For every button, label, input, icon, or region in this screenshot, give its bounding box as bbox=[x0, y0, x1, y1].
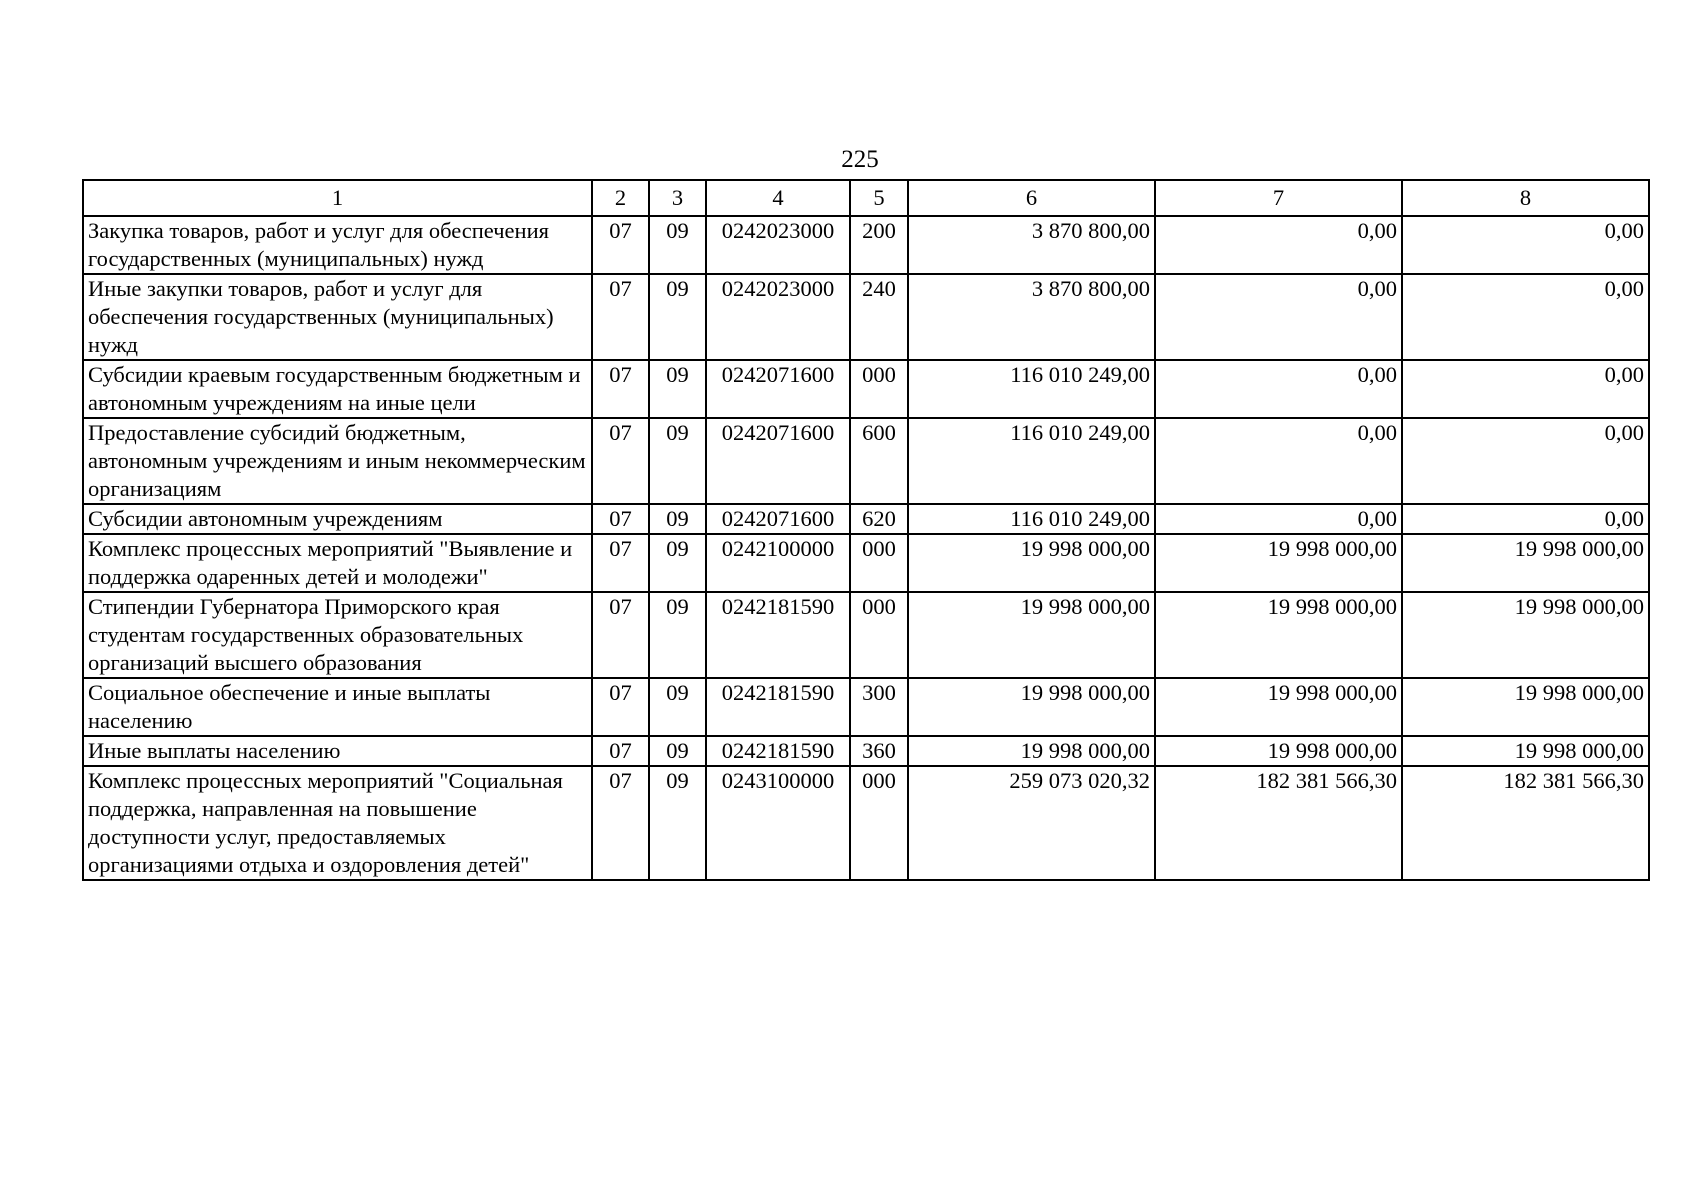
page-number: 225 bbox=[841, 146, 879, 173]
amount-col7-cell: 182 381 566,30 bbox=[1155, 766, 1402, 880]
expense-type-cell: 000 bbox=[850, 766, 908, 880]
row-name-cell: Стипендии Губернатора Приморского края студентам государственных образовательных организаций высшего образования bbox=[83, 592, 592, 678]
amount-col6-cell: 3 870 800,00 bbox=[908, 216, 1155, 274]
target-article-cell: 0242023000 bbox=[706, 274, 850, 360]
table-row bbox=[83, 678, 1649, 736]
column-header: 7 bbox=[1155, 180, 1402, 216]
table-body bbox=[83, 216, 1649, 880]
table-row bbox=[83, 274, 1649, 360]
subsection-code-cell: 09 bbox=[649, 274, 706, 360]
amount-col6-cell: 19 998 000,00 bbox=[908, 678, 1155, 736]
amount-col7-cell: 19 998 000,00 bbox=[1155, 678, 1402, 736]
expense-type-cell: 600 bbox=[850, 418, 908, 504]
row-name-cell: Иные закупки товаров, работ и услуг для обеспечения государственных (муниципальных) нужд bbox=[83, 274, 592, 360]
expense-type-cell: 620 bbox=[850, 504, 908, 534]
table-row bbox=[83, 766, 1649, 880]
expense-type-cell: 240 bbox=[850, 274, 908, 360]
row-name-cell: Субсидии автономным учреждениям bbox=[83, 504, 592, 534]
amount-col8-cell: 0,00 bbox=[1402, 274, 1649, 360]
subsection-code-cell: 09 bbox=[649, 360, 706, 418]
column-header: 5 bbox=[850, 180, 908, 216]
section-code-cell: 07 bbox=[592, 274, 649, 360]
section-code-cell: 07 bbox=[592, 216, 649, 274]
amount-col6-cell: 116 010 249,00 bbox=[908, 360, 1155, 418]
row-name-cell: Закупка товаров, работ и услуг для обеспечения государственных (муниципальных) нужд bbox=[83, 216, 592, 274]
column-header: 6 bbox=[908, 180, 1155, 216]
amount-col8-cell: 0,00 bbox=[1402, 504, 1649, 534]
section-code-cell: 07 bbox=[592, 736, 649, 766]
amount-col6-cell: 259 073 020,32 bbox=[908, 766, 1155, 880]
amount-col8-cell: 182 381 566,30 bbox=[1402, 766, 1649, 880]
amount-col7-cell: 0,00 bbox=[1155, 360, 1402, 418]
amount-col6-cell: 19 998 000,00 bbox=[908, 736, 1155, 766]
row-name-cell: Субсидии краевым государственным бюджетным и автономным учреждениям на иные цели bbox=[83, 360, 592, 418]
target-article-cell: 0242181590 bbox=[706, 678, 850, 736]
expense-type-cell: 360 bbox=[850, 736, 908, 766]
target-article-cell: 0242100000 bbox=[706, 534, 850, 592]
section-code-cell: 07 bbox=[592, 766, 649, 880]
amount-col6-cell: 19 998 000,00 bbox=[908, 534, 1155, 592]
subsection-code-cell: 09 bbox=[649, 418, 706, 504]
section-code-cell: 07 bbox=[592, 418, 649, 504]
section-code-cell: 07 bbox=[592, 504, 649, 534]
target-article-cell: 0243100000 bbox=[706, 766, 850, 880]
amount-col8-cell: 19 998 000,00 bbox=[1402, 736, 1649, 766]
amount-col7-cell: 19 998 000,00 bbox=[1155, 736, 1402, 766]
table-row bbox=[83, 736, 1649, 766]
table-row bbox=[83, 504, 1649, 534]
amount-col6-cell: 19 998 000,00 bbox=[908, 592, 1155, 678]
row-name-cell: Комплекс процессных мероприятий "Социальная поддержка, направленная на повышение доступности услуг, предоставляемых организациями отдыха и оздоровления детей" bbox=[83, 766, 592, 880]
amount-col8-cell: 0,00 bbox=[1402, 360, 1649, 418]
subsection-code-cell: 09 bbox=[649, 592, 706, 678]
subsection-code-cell: 09 bbox=[649, 216, 706, 274]
amount-col7-cell: 0,00 bbox=[1155, 418, 1402, 504]
amount-col8-cell: 19 998 000,00 bbox=[1402, 592, 1649, 678]
row-name-cell: Социальное обеспечение и иные выплаты населению bbox=[83, 678, 592, 736]
subsection-code-cell: 09 bbox=[649, 678, 706, 736]
section-code-cell: 07 bbox=[592, 360, 649, 418]
expense-type-cell: 000 bbox=[850, 592, 908, 678]
section-code-cell: 07 bbox=[592, 592, 649, 678]
expense-type-cell: 200 bbox=[850, 216, 908, 274]
row-name-cell: Предоставление субсидий бюджетным, автономным учреждениям и иным некоммерческим организациям bbox=[83, 418, 592, 504]
column-header: 8 bbox=[1402, 180, 1649, 216]
subsection-code-cell: 09 bbox=[649, 766, 706, 880]
amount-col8-cell: 19 998 000,00 bbox=[1402, 534, 1649, 592]
expense-type-cell: 000 bbox=[850, 360, 908, 418]
expense-type-cell: 300 bbox=[850, 678, 908, 736]
amount-col8-cell: 0,00 bbox=[1402, 418, 1649, 504]
subsection-code-cell: 09 bbox=[649, 504, 706, 534]
budget-table bbox=[82, 179, 1650, 881]
row-name-cell: Комплекс процессных мероприятий "Выявление и поддержка одаренных детей и молодежи" bbox=[83, 534, 592, 592]
amount-col7-cell: 19 998 000,00 bbox=[1155, 534, 1402, 592]
target-article-cell: 0242181590 bbox=[706, 592, 850, 678]
amount-col6-cell: 3 870 800,00 bbox=[908, 274, 1155, 360]
amount-col7-cell: 0,00 bbox=[1155, 216, 1402, 274]
table-header-row bbox=[83, 180, 1649, 216]
subsection-code-cell: 09 bbox=[649, 534, 706, 592]
amount-col8-cell: 0,00 bbox=[1402, 216, 1649, 274]
table-row bbox=[83, 418, 1649, 504]
row-name-cell: Иные выплаты населению bbox=[83, 736, 592, 766]
target-article-cell: 0242071600 bbox=[706, 504, 850, 534]
column-header: 3 bbox=[649, 180, 706, 216]
table-row bbox=[83, 534, 1649, 592]
amount-col6-cell: 116 010 249,00 bbox=[908, 418, 1155, 504]
subsection-code-cell: 09 bbox=[649, 736, 706, 766]
target-article-cell: 0242023000 bbox=[706, 216, 850, 274]
column-header: 1 bbox=[83, 180, 592, 216]
table-row bbox=[83, 360, 1649, 418]
amount-col6-cell: 116 010 249,00 bbox=[908, 504, 1155, 534]
amount-col7-cell: 19 998 000,00 bbox=[1155, 592, 1402, 678]
section-code-cell: 07 bbox=[592, 534, 649, 592]
expense-type-cell: 000 bbox=[850, 534, 908, 592]
target-article-cell: 0242071600 bbox=[706, 360, 850, 418]
section-code-cell: 07 bbox=[592, 678, 649, 736]
amount-col7-cell: 0,00 bbox=[1155, 504, 1402, 534]
table-row bbox=[83, 592, 1649, 678]
amount-col8-cell: 19 998 000,00 bbox=[1402, 678, 1649, 736]
column-header: 2 bbox=[592, 180, 649, 216]
column-header: 4 bbox=[706, 180, 850, 216]
amount-col7-cell: 0,00 bbox=[1155, 274, 1402, 360]
table-row bbox=[83, 216, 1649, 274]
target-article-cell: 0242071600 bbox=[706, 418, 850, 504]
target-article-cell: 0242181590 bbox=[706, 736, 850, 766]
